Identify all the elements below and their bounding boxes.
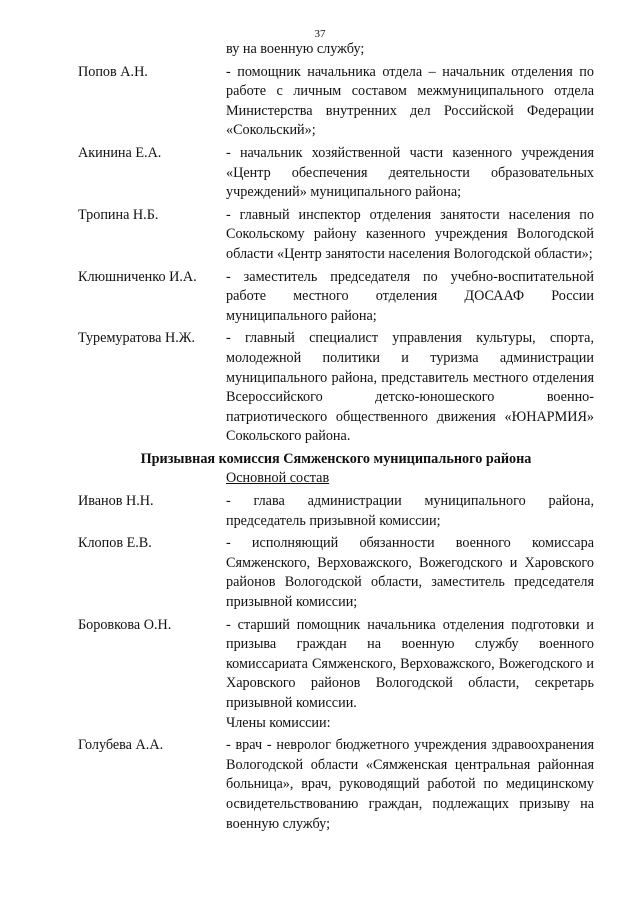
page-number: 37 [314,28,326,40]
document-body [78,40,594,834]
person-role: - главный специалист управления культуры, спорта, молодежной политики и туризма администрации муниципального района, представитель местного отделения Всероссийского детско-юношеского военно-патриотического общественного движения «ЮНАРМИЯ» Сокольского района. [226,330,594,445]
commission-title: Призывная комиссия Сямженского муниципального района [140,450,532,467]
person-role: - начальник хозяйственной части казенного учреждения «Центр обеспечения деятельности образовательных учреждений» муниципального района; [226,144,594,201]
entry-borovkova [78,616,594,714]
entry-golubeva [78,736,594,834]
person-role: - помощник начальника отдела – начальник отделения по работе с личным составом межмуниципального отдела Министерства внутренних дел Российской Федерации «Сокольский»; [226,63,594,139]
person-role: - старший помощник начальника отделения подготовки и призыва граждан на военную службу военного комиссариата Сямженского, Верховажского, Вожегодского и Харовского районов Вологодской области, секретарь призывной комиссии. [226,616,594,711]
person-name: Клюшниченко И.А. [78,268,197,285]
entry-popov [78,63,594,141]
main-composition-label: Основной состав [226,470,330,487]
person-role: - заместитель председателя по учебно-воспитательной работе местного отделения ДОСААФ России муниципального района; [226,268,594,324]
entry-klyushnichenko [78,268,594,327]
person-role: - главный инспектор отделения занятости населения по Сокольскому району казенного учреждения Вологодской области «Центр занятости населения Вологодской области»; [226,206,594,262]
person-name: Клопов Е.В. [78,535,152,552]
entry-tropina [78,206,594,265]
person-name: Боровкова О.Н. [78,616,172,633]
person-name: Иванов Н.Н. [78,493,154,510]
entry-klopov [78,534,594,612]
person-name: Попов А.Н. [78,63,148,80]
person-name: Тропина Н.Б. [78,206,159,223]
members-label: Члены комиссии: [226,714,331,731]
continuation-line: ву на военную службу; [226,41,365,57]
person-role: - исполняющий обязанности военного комиссара Сямженского, Верховажского, Вожегодского и Харовского районов Вологодской области, заместитель председателя призывной комиссии; [226,535,594,611]
person-role: - врач - невролог бюджетного учреждения здравоохранения Вологодской области «Сямженская центральная районная больница», врач, руководящий работой по медицинскому освидетельствованию граждан, подлежащих призыву на военную службу; [226,737,594,832]
person-role: - глава администрации муниципального района, председатель призывной комиссии; [226,493,594,529]
entry-akinina [78,144,594,203]
person-name: Голубева А.А. [78,737,164,754]
entry-ivanov [78,492,594,531]
person-name: Акинина Е.А. [78,144,162,161]
person-name: Туремуратова Н.Ж. [78,330,196,347]
entry-turemuratova [78,329,594,447]
